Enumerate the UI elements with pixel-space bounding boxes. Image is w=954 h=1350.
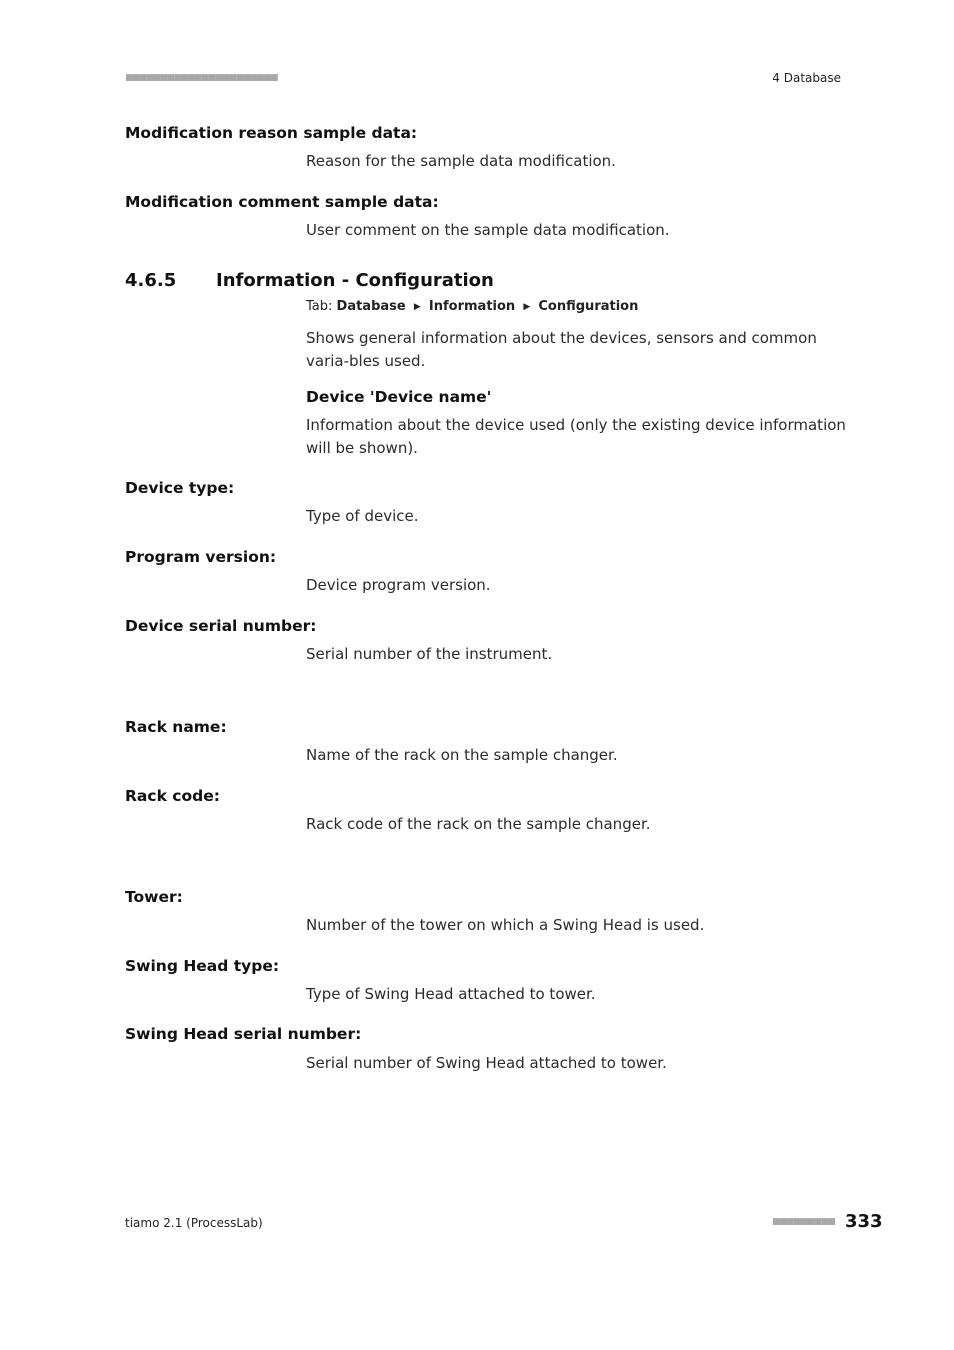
term-rack-code: Rack code: <box>125 787 220 805</box>
desc-rack-name: Name of the rack on the sample changer. <box>306 746 618 764</box>
term-modification-reason: Modification reason sample data: <box>125 124 418 142</box>
footer-decoration: ■■■■■■■■■ <box>772 1217 835 1227</box>
tab-prefix: Tab: <box>306 299 333 314</box>
device-desc: Information about the device used (only the existing device information will be shown). <box>306 416 846 457</box>
term-device-serial-number: Device serial number: <box>125 617 317 635</box>
page-number: 333 <box>845 1211 883 1232</box>
desc-swing-head-serial-number: Serial number of Swing Head attached to tower. <box>306 1054 667 1072</box>
desc-rack-code: Rack code of the rack on the sample changer. <box>306 815 651 833</box>
header-decoration: ■■■■■■■■■■■■■■■■■■■■■■ <box>125 73 277 83</box>
term-swing-head-serial-number: Swing Head serial number: <box>125 1025 362 1043</box>
term-device-type: Device type: <box>125 479 235 497</box>
desc-swing-head-type: Type of Swing Head attached to tower. <box>306 985 596 1003</box>
tab-path <box>306 299 638 314</box>
term-rack-name: Rack name: <box>125 718 227 736</box>
desc-modification-comment: User comment on the sample data modification. <box>306 221 670 239</box>
section-title: Information - Configuration <box>216 270 494 291</box>
tab-path-database: Database <box>336 299 406 314</box>
desc-device-serial-number: Serial number of the instrument. <box>306 645 553 663</box>
desc-modification-reason: Reason for the sample data modification. <box>306 152 616 170</box>
desc-program-version: Device program version. <box>306 576 491 594</box>
term-modification-comment: Modification comment sample data: <box>125 193 439 211</box>
term-program-version: Program version: <box>125 548 277 566</box>
device-heading: Device 'Device name' <box>306 388 492 406</box>
desc-device-type: Type of device. <box>306 507 419 525</box>
section-intro: Shows general information about the devices, sensors and common varia-bles used. <box>306 329 817 370</box>
triangle-right-icon: ▶ <box>523 302 531 312</box>
footer-product: tiamo 2.1 (ProcessLab) <box>125 1216 263 1230</box>
section-number: 4.6.5 <box>125 270 177 291</box>
triangle-right-icon: ▶ <box>413 302 421 312</box>
term-swing-head-type: Swing Head type: <box>125 957 280 975</box>
term-tower: Tower: <box>125 888 183 906</box>
desc-tower: Number of the tower on which a Swing Head is used. <box>306 916 705 934</box>
running-header: 4 Database <box>772 71 841 85</box>
tab-path-information: Information <box>428 299 516 314</box>
tab-path-configuration: Configuration <box>538 299 639 314</box>
